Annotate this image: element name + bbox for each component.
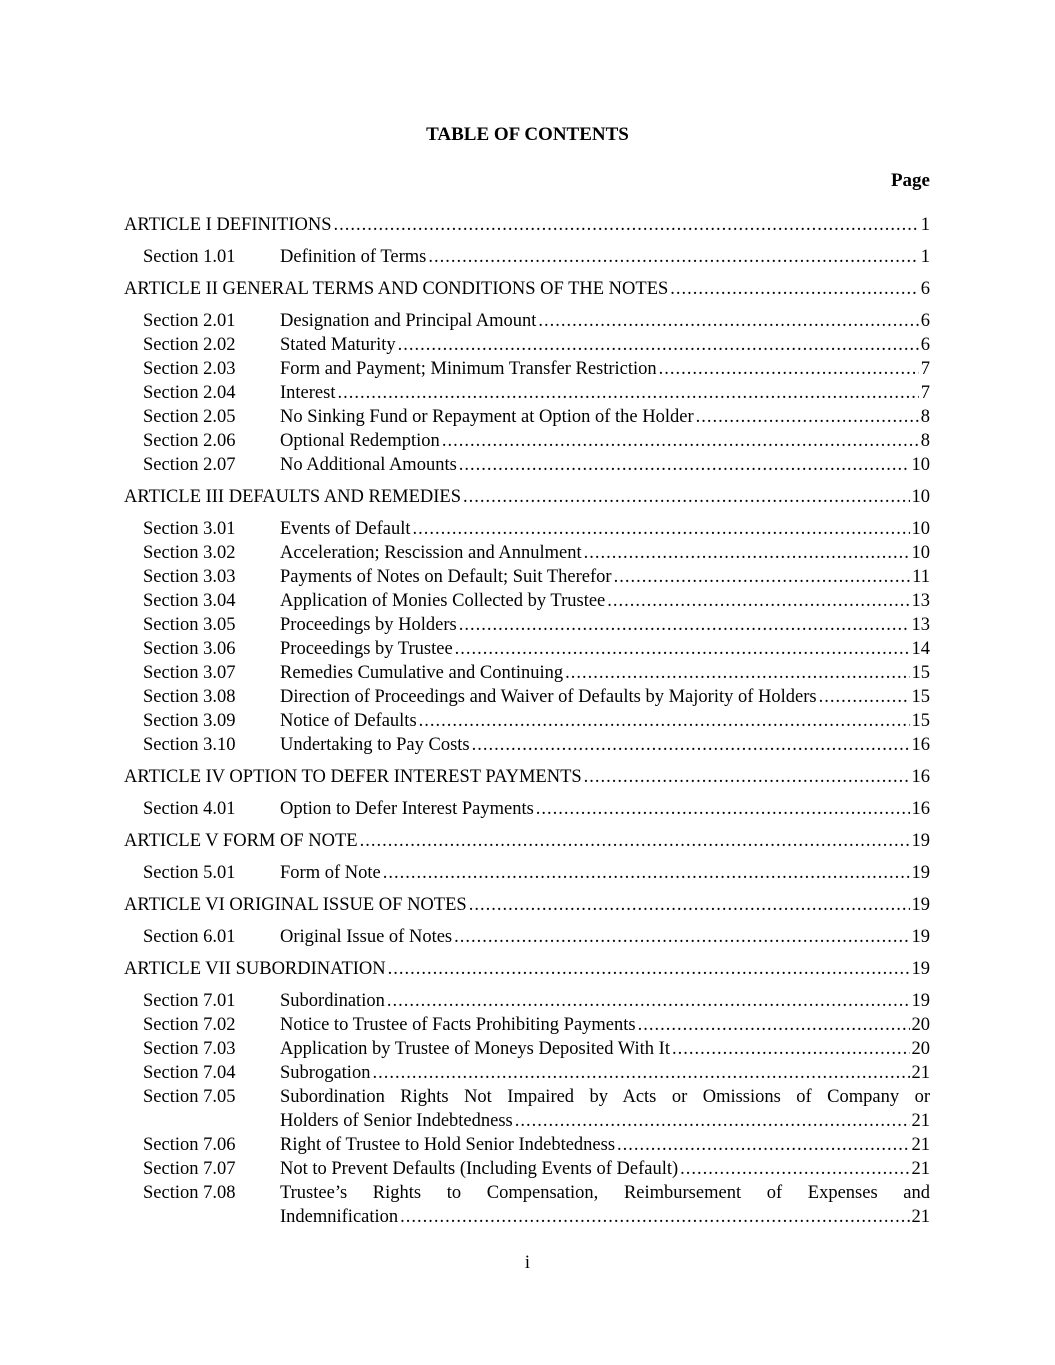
article-title: ARTICLE IV OPTION TO DEFER INTEREST PAYMENTS bbox=[124, 767, 582, 787]
page-number: 8 bbox=[920, 431, 930, 451]
section-title-block bbox=[280, 405, 930, 429]
section-title: Application of Monies Collected by Trustee bbox=[280, 591, 606, 611]
section-title: Form of Note bbox=[280, 863, 381, 883]
dot-leader bbox=[538, 309, 918, 333]
article-title: ARTICLE VI ORIGINAL ISSUE OF NOTES bbox=[124, 895, 467, 915]
dot-leader bbox=[459, 453, 910, 477]
toc-section-entry[interactable] bbox=[124, 733, 930, 757]
section-title-block bbox=[280, 861, 930, 885]
section-title: Proceedings by Trustee bbox=[280, 639, 453, 659]
section-title-block bbox=[280, 1037, 930, 1061]
page-number: 19 bbox=[911, 991, 930, 1011]
dot-leader bbox=[584, 765, 910, 789]
section-title: Events of Default bbox=[280, 519, 411, 539]
toc-section-entry[interactable] bbox=[124, 381, 930, 405]
section-number: Section 3.04 bbox=[143, 591, 236, 611]
dot-leader bbox=[400, 1205, 909, 1229]
toc-section-entry[interactable] bbox=[124, 1037, 930, 1061]
section-title-block bbox=[280, 429, 930, 453]
dot-leader bbox=[463, 485, 909, 509]
page-number: 10 bbox=[911, 543, 930, 563]
table-of-contents bbox=[124, 213, 930, 1229]
dot-leader bbox=[659, 357, 919, 381]
section-title-continuation: Holders of Senior Indebtedness bbox=[280, 1111, 513, 1131]
section-title: Stated Maturity bbox=[280, 335, 396, 355]
dot-leader bbox=[454, 925, 909, 949]
dot-leader bbox=[614, 565, 911, 589]
page-number: 21 bbox=[911, 1063, 930, 1083]
toc-article-entry[interactable] bbox=[124, 765, 930, 789]
section-title: Application by Trustee of Moneys Deposited With It bbox=[280, 1039, 670, 1059]
dot-leader bbox=[383, 861, 910, 885]
section-number: Section 2.02 bbox=[143, 335, 236, 355]
section-title-block bbox=[280, 333, 930, 357]
section-number: Section 7.06 bbox=[143, 1135, 236, 1155]
toc-section-entry[interactable] bbox=[124, 797, 930, 821]
section-number: Section 7.08 bbox=[143, 1183, 236, 1203]
toc-section-entry[interactable] bbox=[124, 1133, 930, 1157]
section-title: Definition of Terms bbox=[280, 247, 427, 267]
section-title-block bbox=[280, 589, 930, 613]
dot-leader bbox=[536, 797, 910, 821]
section-title: Acceleration; Rescission and Annulment bbox=[280, 543, 582, 563]
dot-leader bbox=[413, 517, 910, 541]
page-number: 6 bbox=[920, 335, 930, 355]
section-title: Notice to Trustee of Facts Prohibiting Payments bbox=[280, 1015, 636, 1035]
page-number: 13 bbox=[911, 591, 930, 611]
toc-section-entry[interactable] bbox=[124, 245, 930, 269]
section-number: Section 3.01 bbox=[143, 519, 236, 539]
section-title-block bbox=[280, 245, 930, 269]
page-number: 1 bbox=[920, 215, 930, 235]
page-number: 6 bbox=[920, 279, 930, 299]
section-title-block bbox=[280, 1061, 930, 1085]
section-title-continuation: Indemnification bbox=[280, 1207, 399, 1227]
page-number: 19 bbox=[911, 927, 930, 947]
dot-leader bbox=[672, 1037, 910, 1061]
section-title-block bbox=[280, 797, 930, 821]
section-number: Section 7.07 bbox=[143, 1159, 236, 1179]
section-number: Section 2.06 bbox=[143, 431, 236, 451]
section-title: Optional Redemption bbox=[280, 431, 440, 451]
page-number-footer: i bbox=[524, 1253, 531, 1273]
toc-section-entry[interactable] bbox=[124, 1013, 930, 1037]
section-title-line1: Trustee’s Rights to Compensation, Reimbursement of Expenses and bbox=[280, 1183, 930, 1203]
section-title: Proceedings by Holders bbox=[280, 615, 457, 635]
toc-title: TABLE OF CONTENTS bbox=[426, 124, 629, 145]
dot-leader bbox=[442, 429, 919, 453]
section-title-block bbox=[280, 1133, 930, 1157]
section-title: Direction of Proceedings and Waiver of Defaults by Majority of Holders bbox=[280, 687, 817, 707]
dot-leader bbox=[617, 1133, 909, 1157]
section-number: Section 2.04 bbox=[143, 383, 236, 403]
page-number: 21 bbox=[911, 1111, 930, 1131]
dot-leader bbox=[472, 733, 910, 757]
toc-section-entry[interactable] bbox=[124, 517, 930, 541]
article-title: ARTICLE V FORM OF NOTE bbox=[124, 831, 358, 851]
toc-section-entry[interactable] bbox=[124, 429, 930, 453]
toc-section-entry[interactable] bbox=[124, 309, 930, 333]
dot-leader bbox=[428, 245, 918, 269]
dot-leader bbox=[455, 637, 910, 661]
section-number: Section 6.01 bbox=[143, 927, 236, 947]
section-number: Section 3.06 bbox=[143, 639, 236, 659]
section-title-block bbox=[280, 709, 930, 733]
toc-section-entry[interactable] bbox=[124, 589, 930, 613]
section-title-block bbox=[280, 989, 930, 1013]
section-title-block bbox=[280, 1181, 930, 1229]
section-title-block bbox=[280, 381, 930, 405]
section-title: Payments of Notes on Default; Suit Therefor bbox=[280, 567, 612, 587]
toc-section-entry[interactable] bbox=[124, 333, 930, 357]
section-title-block bbox=[280, 517, 930, 541]
page-number: 19 bbox=[911, 831, 930, 851]
dot-leader bbox=[388, 957, 910, 981]
section-title: Subrogation bbox=[280, 1063, 371, 1083]
page-number: 8 bbox=[920, 407, 930, 427]
section-number: Section 3.08 bbox=[143, 687, 236, 707]
section-title-block bbox=[280, 357, 930, 381]
section-title: No Additional Amounts bbox=[280, 455, 457, 475]
page-number: 20 bbox=[911, 1039, 930, 1059]
page-number: 10 bbox=[911, 487, 930, 507]
section-title: Original Issue of Notes bbox=[280, 927, 453, 947]
section-title-line2 bbox=[280, 1205, 930, 1229]
dot-leader bbox=[584, 541, 910, 565]
section-title-block bbox=[280, 733, 930, 757]
page-number: 19 bbox=[911, 895, 930, 915]
dot-leader bbox=[337, 381, 918, 405]
section-number: Section 2.03 bbox=[143, 359, 236, 379]
section-title-block bbox=[280, 565, 930, 589]
toc-section-entry[interactable] bbox=[124, 613, 930, 637]
article-title: ARTICLE III DEFAULTS AND REMEDIES bbox=[124, 487, 462, 507]
page-number: 15 bbox=[911, 711, 930, 731]
section-number: Section 7.01 bbox=[143, 991, 236, 1011]
section-title-line2 bbox=[280, 1109, 930, 1133]
page-number: 7 bbox=[920, 383, 930, 403]
section-title-line1: Subordination Rights Not Impaired by Acts or Omissions of Company or bbox=[280, 1087, 930, 1107]
section-title: Subordination bbox=[280, 991, 385, 1011]
section-number: Section 7.05 bbox=[143, 1087, 236, 1107]
page-number: 21 bbox=[911, 1207, 930, 1227]
section-title: Designation and Principal Amount bbox=[280, 311, 537, 331]
dot-leader bbox=[372, 1061, 909, 1085]
dot-leader bbox=[565, 661, 909, 685]
toc-section-entry[interactable] bbox=[124, 1181, 930, 1229]
dot-leader bbox=[607, 589, 909, 613]
dot-leader bbox=[419, 709, 910, 733]
toc-article-entry[interactable] bbox=[124, 213, 930, 237]
page-number: 10 bbox=[911, 519, 930, 539]
section-title-block bbox=[280, 309, 930, 333]
page-number: 20 bbox=[911, 1015, 930, 1035]
page-number: 13 bbox=[911, 615, 930, 635]
section-title-block bbox=[280, 453, 930, 477]
section-title-block bbox=[280, 685, 930, 709]
section-number: Section 2.07 bbox=[143, 455, 236, 475]
dot-leader bbox=[680, 1157, 909, 1181]
section-number: Section 2.01 bbox=[143, 311, 236, 331]
dot-leader bbox=[398, 333, 919, 357]
toc-section-entry[interactable] bbox=[124, 565, 930, 589]
section-number: Section 4.01 bbox=[143, 799, 236, 819]
section-title: No Sinking Fund or Repayment at Option of the Holder bbox=[280, 407, 694, 427]
dot-leader bbox=[334, 213, 919, 237]
toc-article-entry[interactable] bbox=[124, 893, 930, 917]
toc-section-entry[interactable] bbox=[124, 405, 930, 429]
article-title: ARTICLE VII SUBORDINATION bbox=[124, 959, 386, 979]
dot-leader bbox=[360, 829, 910, 853]
page-number: 19 bbox=[911, 959, 930, 979]
section-title-block bbox=[280, 541, 930, 565]
dot-leader bbox=[819, 685, 910, 709]
section-title: Option to Defer Interest Payments bbox=[280, 799, 534, 819]
section-number: Section 3.03 bbox=[143, 567, 236, 587]
page-number: 7 bbox=[920, 359, 930, 379]
toc-section-entry[interactable] bbox=[124, 541, 930, 565]
section-number: Section 3.09 bbox=[143, 711, 236, 731]
page-number: 21 bbox=[911, 1159, 930, 1179]
toc-section-entry[interactable] bbox=[124, 357, 930, 381]
page-number: 16 bbox=[911, 735, 930, 755]
page-number: 10 bbox=[911, 455, 930, 475]
section-title-block bbox=[280, 925, 930, 949]
page-number: 11 bbox=[912, 567, 930, 587]
dot-leader bbox=[515, 1109, 910, 1133]
section-title: Right of Trustee to Hold Senior Indebtedness bbox=[280, 1135, 616, 1155]
toc-article-entry[interactable] bbox=[124, 829, 930, 853]
section-title-block bbox=[280, 613, 930, 637]
page-number: 19 bbox=[911, 863, 930, 883]
toc-section-entry[interactable] bbox=[124, 685, 930, 709]
section-title: Undertaking to Pay Costs bbox=[280, 735, 470, 755]
dot-leader bbox=[638, 1013, 910, 1037]
toc-section-entry[interactable] bbox=[124, 453, 930, 477]
section-number: Section 5.01 bbox=[143, 863, 236, 883]
section-title-block bbox=[280, 1085, 930, 1133]
toc-section-entry[interactable] bbox=[124, 709, 930, 733]
article-title: ARTICLE II GENERAL TERMS AND CONDITIONS OF THE NOTES bbox=[124, 279, 669, 299]
section-title: Interest bbox=[280, 383, 336, 403]
toc-section-entry[interactable] bbox=[124, 989, 930, 1013]
dot-leader bbox=[696, 405, 919, 429]
toc-section-entry[interactable] bbox=[124, 861, 930, 885]
dot-leader bbox=[469, 893, 910, 917]
section-number: Section 3.07 bbox=[143, 663, 236, 683]
section-title: Not to Prevent Defaults (Including Events of Default) bbox=[280, 1159, 679, 1179]
toc-section-entry[interactable] bbox=[124, 1061, 930, 1085]
page-number: 16 bbox=[911, 767, 930, 787]
section-number: Section 7.04 bbox=[143, 1063, 236, 1083]
page-number: 1 bbox=[920, 247, 930, 267]
article-title: ARTICLE I DEFINITIONS bbox=[124, 215, 332, 235]
toc-section-entry[interactable] bbox=[124, 661, 930, 685]
section-number: Section 7.03 bbox=[143, 1039, 236, 1059]
section-title: Notice of Defaults bbox=[280, 711, 417, 731]
section-number: Section 7.02 bbox=[143, 1015, 236, 1035]
page-number: 15 bbox=[911, 687, 930, 707]
toc-article-entry[interactable] bbox=[124, 957, 930, 981]
section-number: Section 3.10 bbox=[143, 735, 236, 755]
toc-article-entry[interactable] bbox=[124, 277, 930, 301]
section-number: Section 3.05 bbox=[143, 615, 236, 635]
section-number: Section 3.02 bbox=[143, 543, 236, 563]
section-title: Form and Payment; Minimum Transfer Restriction bbox=[280, 359, 657, 379]
dot-leader bbox=[387, 989, 910, 1013]
page-number: 14 bbox=[911, 639, 930, 659]
page-column-header: Page bbox=[890, 170, 930, 191]
page-number: 15 bbox=[911, 663, 930, 683]
dot-leader bbox=[459, 613, 910, 637]
section-title-block bbox=[280, 661, 930, 685]
toc-article-entry[interactable] bbox=[124, 485, 930, 509]
section-title-block bbox=[280, 1157, 930, 1181]
toc-section-entry[interactable] bbox=[124, 637, 930, 661]
section-number: Section 1.01 bbox=[143, 247, 236, 267]
page-number: 6 bbox=[920, 311, 930, 331]
dot-leader bbox=[670, 277, 918, 301]
page-number: 21 bbox=[911, 1135, 930, 1155]
toc-section-entry[interactable] bbox=[124, 1157, 930, 1181]
page-number: 16 bbox=[911, 799, 930, 819]
section-title-block bbox=[280, 1013, 930, 1037]
section-title: Remedies Cumulative and Continuing bbox=[280, 663, 564, 683]
toc-section-entry[interactable] bbox=[124, 1085, 930, 1133]
section-title-block bbox=[280, 637, 930, 661]
toc-section-entry[interactable] bbox=[124, 925, 930, 949]
section-number: Section 2.05 bbox=[143, 407, 236, 427]
